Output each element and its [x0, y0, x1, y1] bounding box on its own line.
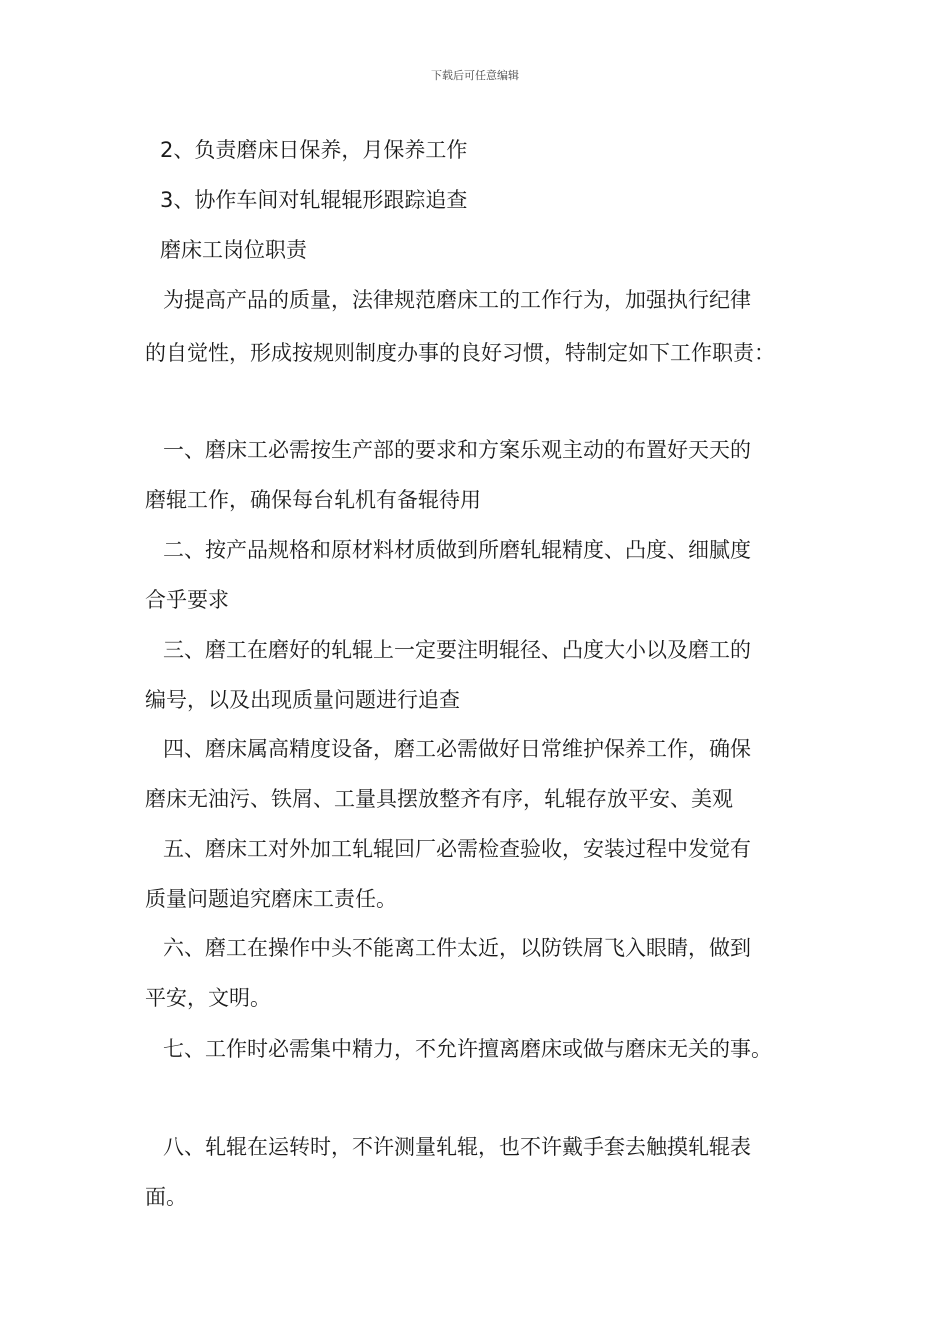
duty-6-line-1: 六、磨工在操作中头不能离工件太近，以防铁屑飞入眼睛，做到: [163, 936, 751, 960]
duty-1-line-1: 一、磨床工必需按生产部的要求和方案乐观主动的布置好天天的: [163, 438, 751, 462]
duty-6-line-2: 平安，文明。: [145, 986, 271, 1010]
intro-paragraph-line-2: 的自觉性，形成按规则制度办事的良好习惯，特制定如下工作职责：: [145, 341, 775, 365]
duty-3-line-2: 编号，以及出现质量问题进行追查: [145, 688, 460, 712]
duty-2-line-2: 合乎要求: [145, 588, 229, 612]
duty-item-3: 3、协作车间对轧辊辊形跟踪追查: [160, 188, 468, 212]
duty-7-line-1: 七、工作时必需集中精力，不允许擅离磨床或做与磨床无关的事。: [163, 1037, 772, 1061]
intro-paragraph-line-1: 为提高产品的质量，法律规范磨床工的工作行为，加强执行纪律: [163, 288, 751, 312]
duty-2-line-1: 二、按产品规格和原材料材质做到所磨轧辊精度、凸度、细腻度: [163, 538, 751, 562]
duty-8-line-2: 面。: [145, 1185, 187, 1209]
duty-4-line-2: 磨床无油污、铁屑、工量具摆放整齐有序，轧辊存放平安、美观: [145, 787, 733, 811]
duty-3-line-1: 三、磨工在磨好的轧辊上一定要注明辊径、凸度大小以及磨工的: [163, 638, 751, 662]
duty-8-line-1: 八、轧辊在运转时，不许测量轧辊，也不许戴手套去触摸轧辊表: [163, 1135, 751, 1159]
duty-5-line-2: 质量问题追究磨床工责任。: [145, 887, 397, 911]
duty-item-2: 2、负责磨床日保养，月保养工作: [160, 138, 468, 162]
duty-4-line-1: 四、磨床属高精度设备，磨工必需做好日常维护保养工作，确保: [163, 737, 751, 761]
duty-5-line-1: 五、磨床工对外加工轧辊回厂必需检查验收，安装过程中发觉有: [163, 837, 751, 861]
duty-1-line-2: 磨辊工作，确保每台轧机有备辊待用: [145, 488, 481, 512]
section-title: 磨床工岗位职责: [160, 238, 307, 262]
page-header-note: 下载后可任意编辑: [431, 69, 519, 82]
